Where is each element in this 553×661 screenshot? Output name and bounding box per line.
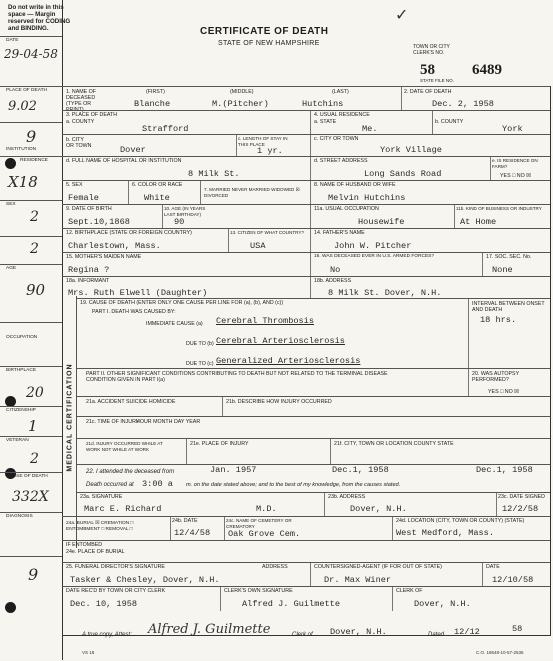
- place-county: Strafford: [142, 124, 189, 134]
- medical-certification-label: MEDICAL CERTIFICATION: [62, 296, 77, 548]
- residence-county: York: [502, 124, 523, 134]
- row-informant: 18a. INFORMANT Mrs. Ruth Elwell (Daughter) 18b. ADDRESS 8 Milk St. Dover, N.H.: [62, 276, 550, 299]
- countersigned-agent: Dr. Max Winer: [324, 575, 392, 585]
- autopsy-checkbox: YES □ NO ☒: [488, 389, 519, 395]
- margin-box-diagnosis: DIAGNOSIS: [0, 512, 62, 557]
- onset-interval: 18 hrs.: [480, 315, 517, 325]
- row-hospital: d. FULL NAME OF HOSPITAL OR INSTITUTION 8 Milk St. d. STREET ADDRESS Long Sands Road e. IS RESIDENCE ON FARM? YES □ NO ☒: [62, 156, 550, 181]
- row-sex: 5. SEX Female 6. COLOR OR RACE White 7. MARRIED NEVER MARRIED WIDOWED ☒ DIVORCED 8. NAME OF HUSBAND OR WIFE Melvin Hutchins: [62, 180, 550, 205]
- date-of-death: Dec. 2, 1958: [432, 99, 494, 109]
- margin-box-cause: CAUSE OF DEATH 332X: [0, 472, 62, 513]
- margin-box-birthplace: BIRTHPLACE 20: [0, 366, 62, 407]
- certificate-title: CERTIFICATE OF DEATH: [200, 26, 329, 37]
- director-date: 12/10/58: [492, 575, 534, 585]
- place-city: Dover: [120, 145, 146, 155]
- certificate-state: STATE OF NEW HAMPSHIRE: [218, 40, 320, 47]
- attest-year: 58: [512, 624, 523, 634]
- residence-state: Me.: [362, 124, 378, 134]
- margin-box-age: AGE 90: [0, 264, 62, 323]
- margin-box-color: [0, 236, 62, 265]
- death-time: 3:00 a: [142, 479, 173, 489]
- clerk-number-label: TOWN OR CITY CLERK'S NO.: [413, 44, 450, 56]
- certificate-year: 58: [420, 62, 435, 78]
- birthplace-value: Charlestown, Mass.: [68, 241, 161, 251]
- margin-value: 9.02: [8, 99, 37, 114]
- row-birth: 9. DATE OF BIRTH Sept.10,1868 10. AGE (IN YEARS LAST BIRTHDAY) 90 11a. USUAL OCCUPATION Housewife 11b. KIND OF BUSINESS OR INDUSTRY At Home: [62, 204, 550, 229]
- clerk-of: Dover, N.H.: [414, 599, 471, 609]
- attest-signature: Alfred J. Guilmette: [148, 622, 271, 637]
- deceased-first-name: Blanche: [134, 99, 171, 109]
- margin-value: 2: [30, 241, 39, 257]
- margin-value: 1: [28, 417, 38, 435]
- row-name: 1. NAME OF DECEASED (TYPE OR PRINT) (FIRST) (MIDDLE) (LAST) Blanche M.(Pitcher) Hutchins 2. DATE OF DEATH Dec. 2, 1958: [62, 86, 550, 111]
- attended-from: Jan. 1957: [210, 465, 257, 475]
- certificate-number: 6489: [472, 62, 502, 78]
- death-certificate-page: Do not write in this space — Margin reserved for CODING and BINDING. DATE 29-04-58 PLACE OF DEATH 9.02 INSTITUTION 9 RESIDENCE X18 SEX 2 2 AGE 90 OCCUPATION BIRTHPLACE 20 CITIZENSHIP 1 VETERAN 2 CAUSE OF DEATH 332X DIAGNOSIS 9 ✓ CERTIFICATE OF DEATH STATE OF NEW HAMPSHIRE TOWN OR CITY CLERK'S NO. 58 6489 STATE FILE NO. 1. NAME OF DECEASED (TYPE OR PRINT) (FIRST) (MIDDLE) (LAST) Blanche M.(Pitcher) Hutchins 2. DATE OF DEATH Dec. 2, 1958 3. PLACE OF DEATH a. COUNTY Strafford 4. USUAL RESIDENCE a. STATE Me. b. COUNTY York b. CITY OR TOWN Dover c. LENGTH OF STAY IN THIS PLACE 1 yr. c. CITY OR TOWN York Village d. FULL NAME OF HOSPITAL OR INSTITUTION 8 Milk St. d. STREET ADDRESS Long Sands Road e. IS RESIDENCE ON FARM? YES □ NO ☒ 5. SEX Female 6. COLOR OR RACE White 7. MARRIED NEVER MARRIED WIDOWED ☒ DIVORCED 8. NAME OF HUSBAND OR WIFE Melvin Hutchins 9. DATE OF BIRTH Sept.10,1868 10. AGE (IN YEARS LAST BIRTHDAY) 90 11a. USUAL OCCUPATION Housewife 11b. KIND OF BUSINESS OR INDUSTRY At Home 12. BIRTHPLACE (STATE OR FOREIGN COUNTRY) Charlestown, Mass. 13. CITIZEN OF WHAT COUNTRY? USA 14. FATHER'S NAME John W. Pitcher 15. MOTHER'S MAIDEN NAME Regina ? 16. WAS DECEASED EVER IN U.S. ARMED FORCES? No 17. SOC. SEC. No. None 18a. INFORMANT Mrs. Ruth Elwell (Daughter) 18b. ADDRESS 8 Milk St. Dover, N.H. MEDICAL CERTIFICATION 19. CAUSE OF DEATH (ENTER ONLY ONE CAUSE PER LINE FOR (a), (b), AND (c)) PART I. DEATH WAS CAUSED BY: IMMEDIATE CAUSE (a) Cerebral Thrombosis DUE TO (b) Cerebral Arteriosclerosis DUE TO (c) Generalized Arteriosclerosis INTERVAL BETWEEN ONSET AND DEATH 18 hrs. PART II. OTHER SIGNIFICANT CONDITIONS CONTRIBUTING TO DEATH BUT NOT RELATED TO THE TERMINAL DISEASE CONDITION GIVEN IN PART I(a) 20. WAS AUTOPSY PERFORMED? YES □ NO ☒ 21a. ACCIDENT SUICIDE HOMICIDE 21b. DESCRIBE HOW INJURY OCCURRED 21c. TIME OF INJURY HOUR MONTH DAY YEAR 21d. INJURY OCCURRED WHILE AT WORK NOT WHILE AT WORK 21e. PLACE OF INJURY 21f. CITY, TOWN OR LOCATION COUNTY STATE 22. I attended the deceased from Jan. 1957 Dec.1, 1958 Dec.1, 1958 Death occurred at 3:00 a m. on the date stated above; and to the best of my knowledge, from the causes stated. 23a. SIGNATURE Marc E. Richard M.D. 23b. ADDRESS Dover, N.H. 23c. DATE SIGNED 12/2/58 24a. BURIAL ☒ CREMATION □ ENTOMBMENT □ REMOVAL □ 24b. DATE 12/4/58 24c. NAME OF CEMETERY OR CREMATORY Oak Grove Cem. 24d. LOCATION (CITY, TOWN OR COUNTY) (STATE) West Medford, Mass. IF ENTOMBED 24e. PLACE OF BURIAL 25. FUNERAL DIRECTOR'S SIGNATURE Tasker & Chesley, Dover, N.H. ADDRESS COUNTERSIGNED-AGENT (IF FOR OUT OF STATE) Dr. Max Winer DATE 12/10/58 DATE REC'D BY TOWN OR CITY CLERK Dec. 10, 1958 CLERK'S OWN SIGNATURE Alfred J. Guilmette CLERK OF Dover, N.H. A true copy, Attest: Alfred J. Guilmette Clerk of Dover, N.H. Dated 12/12 58 VS 18 C.O. 18648-10-57-2536: [0, 0, 553, 660]
- margin-value: 9: [26, 127, 37, 146]
- residence-street: Long Sands Road: [364, 169, 442, 179]
- sex-value: Female: [68, 193, 99, 203]
- margin-box-institution: INSTITUTION 9: [0, 122, 62, 157]
- armed-forces-value: No: [330, 265, 341, 275]
- physician-degree: M.D.: [256, 504, 277, 514]
- margin-value: 2: [30, 451, 39, 467]
- length-of-stay: 1 yr.: [257, 146, 283, 156]
- margin-box-extra: [0, 556, 62, 661]
- cemetery-name: Oak Grove Cem.: [228, 529, 301, 539]
- cause-b: Cerebral Arteriosclerosis: [216, 336, 345, 346]
- row-injury-place: 21d. INJURY OCCURRED WHILE AT WORK NOT WHILE AT WORK 21e. PLACE OF INJURY 21f. CITY, TOWN OR LOCATION COUNTY STATE: [76, 438, 550, 465]
- mother-name: Regina ?: [68, 265, 110, 275]
- attest-date: 12/12: [454, 627, 480, 637]
- hospital-name: 8 Milk St.: [188, 169, 240, 179]
- vs-code: VS 18: [82, 650, 95, 655]
- row-funeral-director: 25. FUNERAL DIRECTOR'S SIGNATURE Tasker & Chesley, Dover, N.H. ADDRESS COUNTERSIGNED-AGENT (IF FOR OUT OF STATE) Dr. Max Winer DATE 12/10/58: [62, 562, 550, 587]
- margin-box-veteran: VETERAN 2: [0, 436, 62, 473]
- ssn-value: None: [492, 265, 513, 275]
- burial-date: 12/4/58: [174, 528, 211, 538]
- row-time-injury: 21c. TIME OF INJURY HOUR MONTH DAY YEAR: [76, 416, 550, 439]
- margin-box-occupation: OCCUPATION: [0, 322, 62, 367]
- clerk-signature: Alfred J. Guilmette: [242, 599, 340, 609]
- row-part2: PART II. OTHER SIGNIFICANT CONDITIONS CONTRIBUTING TO DEATH BUT NOT RELATED TO THE TERMINAL DISEASE CONDITION GIVEN IN PART I(a) 20. WAS AUTOPSY PERFORMED? YES □ NO ☒: [76, 368, 550, 397]
- margin-box-citizenship: CITIZENSHIP 1: [0, 406, 62, 437]
- burial-location: West Medford, Mass.: [396, 528, 494, 538]
- state-file-label: STATE FILE NO.: [420, 78, 454, 83]
- margin-notice: Do not write in this space — Margin reserved for CODING and BINDING.: [8, 4, 71, 32]
- form-code: C.O. 18648-10-57-2536: [476, 650, 524, 655]
- date-of-birth: Sept.10,1868: [68, 217, 130, 227]
- check-mark: ✓: [395, 7, 409, 24]
- deceased-last-name: Hutchins: [302, 99, 344, 109]
- farm-checkbox: YES □ NO ☒: [500, 173, 531, 179]
- physician-date-signed: 12/2/58: [502, 504, 539, 514]
- margin-value: 332X: [12, 489, 49, 505]
- informant-address: 8 Milk St. Dover, N.H.: [328, 288, 442, 298]
- physician-signature: Marc E. Richard: [84, 504, 162, 514]
- father-name: John W. Pitcher: [334, 241, 412, 251]
- row-cause: 19. CAUSE OF DEATH (ENTER ONLY ONE CAUSE PER LINE FOR (a), (b), AND (c)) PART I. DEATH WAS CAUSED BY: IMMEDIATE CAUSE (a) Cerebral Thrombosis DUE TO (b) Cerebral Arteriosclerosis DUE TO (c) Generalized Arteriosclerosis INTERVAL BETWEEN ONSET AND DEATH 18 hrs.: [76, 298, 550, 369]
- row-birthplace: 12. BIRTHPLACE (STATE OR FOREIGN COUNTRY) Charlestown, Mass. 13. CITIZEN OF WHAT COUNTRY? USA 14. FATHER'S NAME John W. Pitcher: [62, 228, 550, 253]
- margin-value: 90: [26, 281, 46, 299]
- margin-value: 9: [28, 565, 39, 584]
- margin-value: 2: [30, 209, 39, 225]
- row-mother: 15. MOTHER'S MAIDEN NAME Regina ? 16. WAS DECEASED EVER IN U.S. ARMED FORCES? No 17. SOC. SEC. No. None: [62, 252, 550, 277]
- color-value: White: [144, 193, 170, 203]
- cause-c: Generalized Arteriosclerosis: [216, 356, 361, 366]
- margin-value: 20: [26, 385, 44, 401]
- attest-place: Dover, N.H.: [330, 627, 387, 637]
- physician-address: Dover, N.H.: [350, 504, 407, 514]
- margin-value: 29-04-58: [4, 47, 58, 61]
- occupation-value: Housewife: [358, 217, 405, 227]
- row-physician: 23a. SIGNATURE Marc E. Richard M.D. 23b. ADDRESS Dover, N.H. 23c. DATE SIGNED 12/2/58: [76, 492, 550, 517]
- deceased-middle-name: M.(Pitcher): [212, 99, 269, 109]
- margin-box-date: DATE 29-04-58: [0, 36, 62, 87]
- informant-name: Mrs. Ruth Elwell (Daughter): [68, 288, 208, 298]
- row-attendance: 22. I attended the deceased from Jan. 1957 Dec.1, 1958 Dec.1, 1958 Death occurred at 3:00 a m. on the date stated above; and to the best of my knowledge, from the causes stated.: [76, 464, 550, 493]
- attended-to: Dec.1, 1958: [332, 465, 389, 475]
- age-value: 90: [174, 217, 185, 227]
- spouse-name: Melvin Hutchins: [328, 193, 406, 203]
- margin-box-residence: RESIDENCE X18: [0, 156, 62, 201]
- citizenship-value: USA: [250, 241, 266, 251]
- row-clerk: DATE REC'D BY TOWN OR CITY CLERK Dec. 10, 1958 CLERK'S OWN SIGNATURE Alfred J. Guilmette CLERK OF Dover, N.H.: [62, 586, 550, 611]
- row-city: b. CITY OR TOWN Dover c. LENGTH OF STAY IN THIS PLACE 1 yr. c. CITY OR TOWN York Village: [62, 134, 550, 157]
- row-accident: 21a. ACCIDENT SUICIDE HOMICIDE 21b. DESCRIBE HOW INJURY OCCURRED: [76, 396, 550, 417]
- industry-value: At Home: [460, 217, 497, 227]
- immediate-cause: Cerebral Thrombosis: [216, 316, 314, 326]
- margin-box-sex: SEX 2: [0, 200, 62, 237]
- row-entombed: IF ENTOMBED 24e. PLACE OF BURIAL: [62, 540, 550, 563]
- funeral-director: Tasker & Chesley, Dover, N.H.: [70, 575, 220, 585]
- row-burial: 24a. BURIAL ☒ CREMATION □ ENTOMBMENT □ REMOVAL □ 24b. DATE 12/4/58 24c. NAME OF CEMETERY OR CREMATORY Oak Grove Cem. 24d. LOCATION (CITY, TOWN OR COUNTY) (STATE) West Medford, Mass.: [62, 516, 550, 541]
- burial-type: 24a. BURIAL ☒ CREMATION □ ENTOMBMENT □ REMOVAL □: [66, 521, 134, 532]
- marital-status: 7. MARRIED NEVER MARRIED WIDOWED ☒ DIVORCED: [204, 187, 300, 198]
- date-received: Dec. 10, 1958: [70, 599, 138, 609]
- row-place-county: 3. PLACE OF DEATH a. COUNTY Strafford 4. USUAL RESIDENCE a. STATE Me. b. COUNTY York: [62, 110, 550, 135]
- last-seen-alive: Dec.1, 1958: [476, 465, 533, 475]
- margin-value: X18: [8, 173, 38, 191]
- margin-box-place: PLACE OF DEATH 9.02: [0, 86, 62, 123]
- residence-city: York Village: [380, 145, 442, 155]
